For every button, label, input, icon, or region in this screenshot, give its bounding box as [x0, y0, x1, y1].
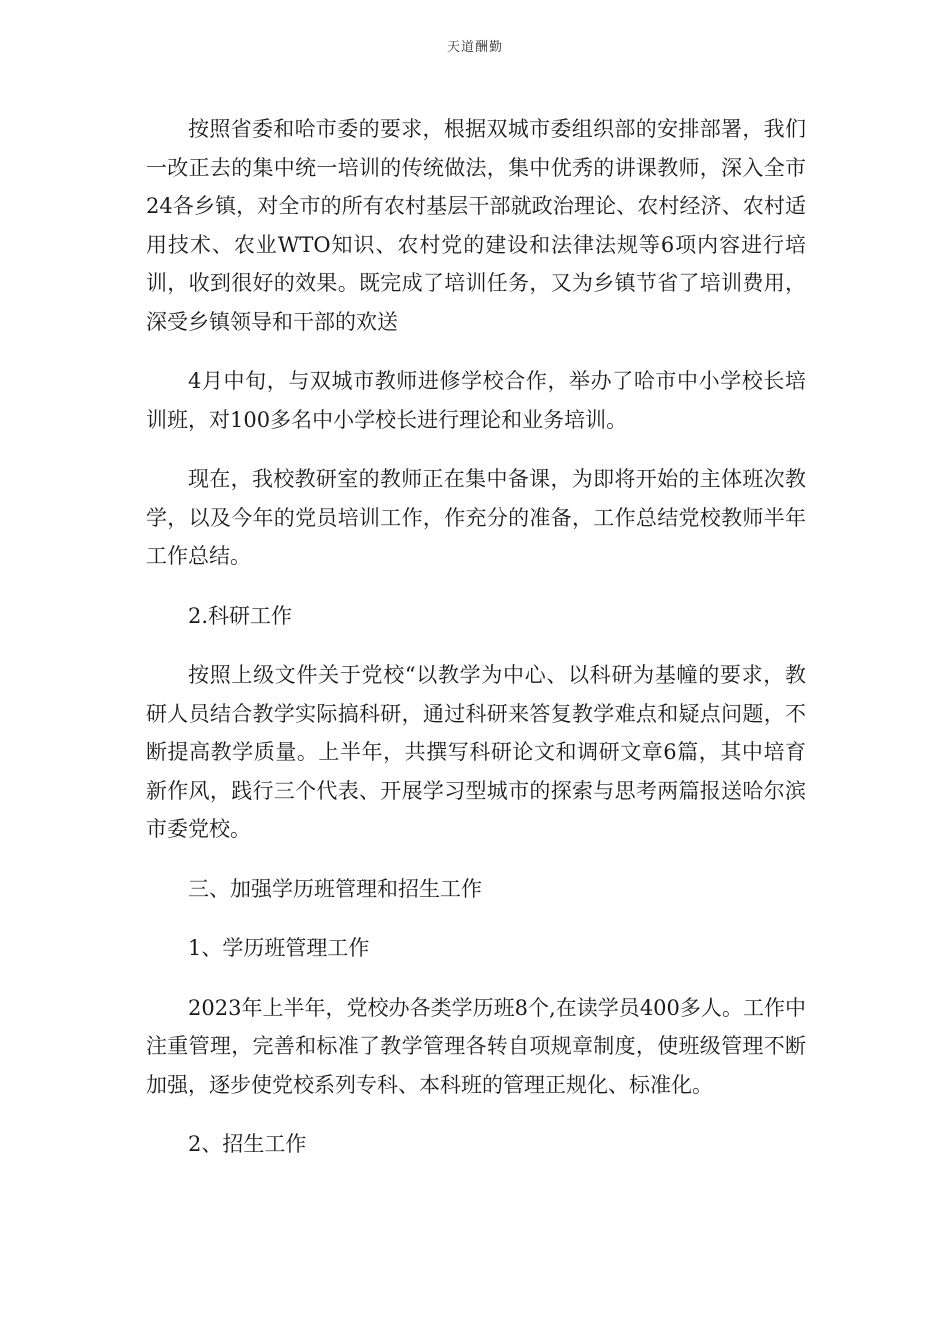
- paragraph-class-management: 2023年上半年，党校办各类学历班8个,在读学员400多人。工作中注重管理，完善和标准了教学管理各转自项规章制度，使班级管理不断加强，逐步使党校系列专科、本科班的管理正规化、标准化。: [146, 995, 806, 1097]
- document-body: [146, 110, 806, 1185]
- paragraph-teaching-prep: 现在，我校教研室的教师正在集中备课，为即将开始的主体班次教学，以及今年的党员培训工作，作充分的准备，工作总结党校教师半年工作总结。: [146, 467, 806, 568]
- heading-class-management-work: 1、学历班管理工作: [188, 936, 370, 960]
- page-header: 天道酬勤: [446, 40, 503, 55]
- heading-research-work: 2.科研工作: [188, 603, 293, 628]
- paragraph-principal-training: 4月中旬，与双城市教师进修学校合作，举办了哈市中小学校长培训班，对100多名中小学校长进行理论和业务培训。: [146, 369, 806, 432]
- heading-degree-class-management: 三、加强学历班管理和招生工作: [188, 876, 482, 901]
- paragraph-training: 按照省委和哈市委的要求，根据双城市委组织部的安排部署，我们一改正去的集中统一培训的传统做法，集中优秀的讲课教师，深入全市24各乡镇，对全市的所有农村基层干部就政治理论、农村经济、农村适用技术、农业WTO知识、农村党的建设和法律法规等6项内容进行培训，收到很好的效果。既完成了培训任务，又为乡镇节省了培训费用，深受乡镇领导和干部的欢送: [146, 117, 806, 334]
- paragraph-research: 按照上级文件关于党校“以教学为中心、以科研为基幢的要求，教研人员结合教学实际搞科研，通过科研来答复教学难点和疑点问题，不断提高教学质量。上半年，共撰写科研论文和调研文章6篇，其中培育新作风，践行三个代表、开展学习型城市的探索与思考两篇报送哈尔滨市委党校。: [146, 663, 806, 841]
- heading-enrollment-work: 2、招生工作: [188, 1132, 307, 1156]
